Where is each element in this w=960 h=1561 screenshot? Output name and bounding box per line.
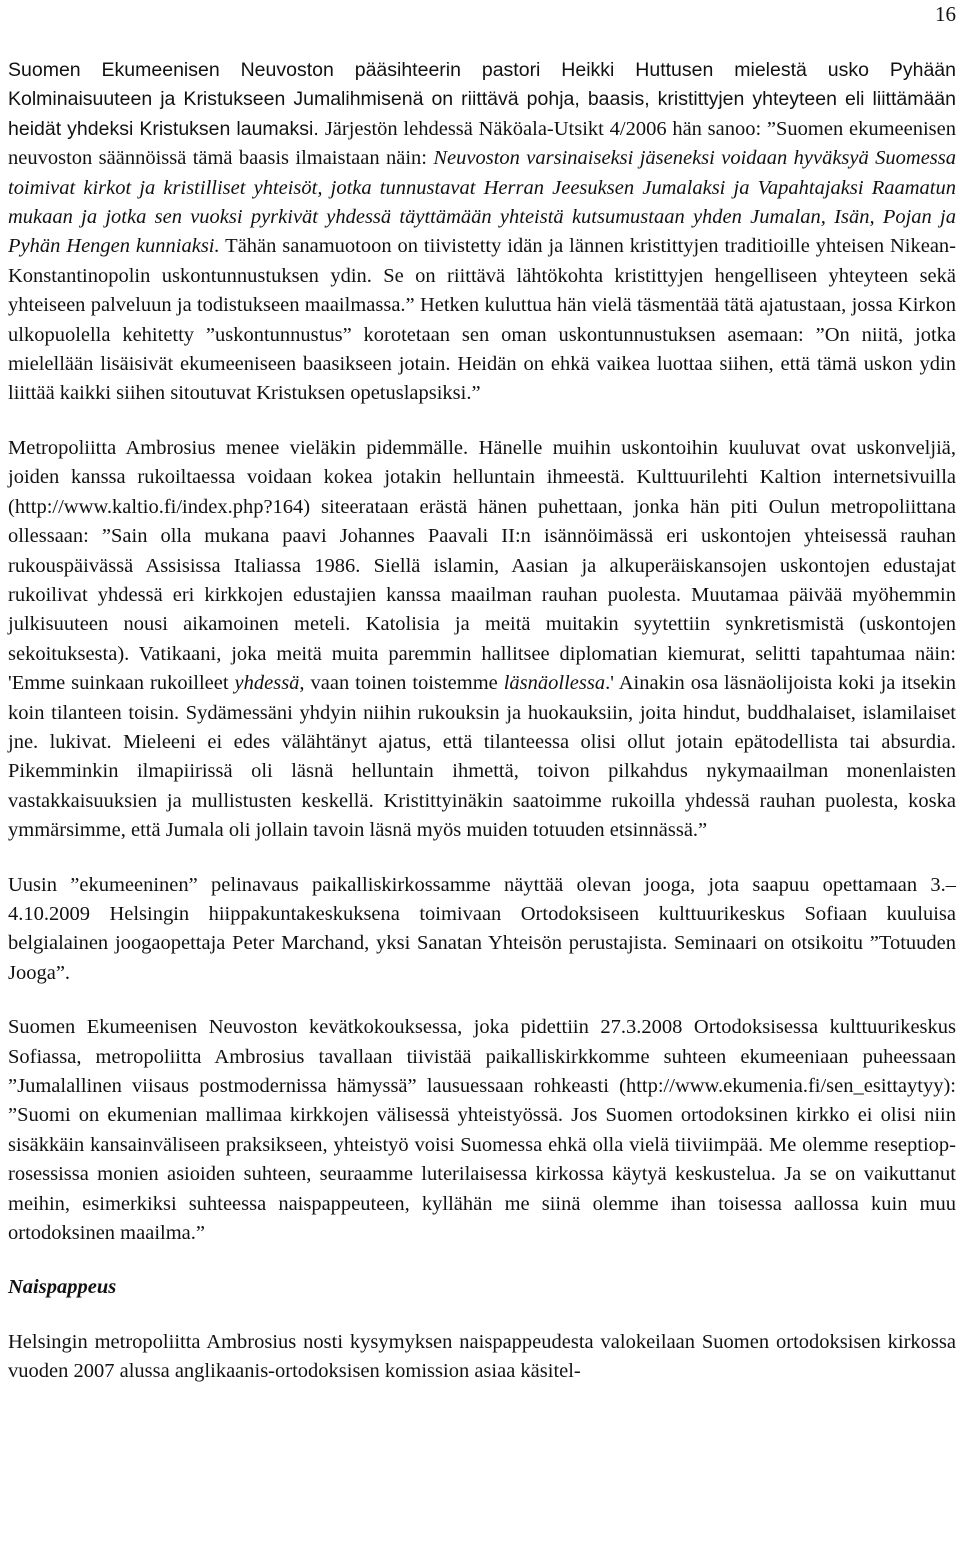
paragraph-5: Helsingin metropoliitta Ambrosius nosti kysymyksen naispappeudesta valokeilaan Suomen ortodoksisen kirkossa vuoden 2007 alussa anglikaanis-ortodoksisen komission asiaa käsitel- xyxy=(8,1330,956,1383)
paragraph-1 xyxy=(8,56,956,409)
text-run: Suomen Ekumeenisen Neuvoston kevätkokouksessa, joka pidettiin 27.3.2008 Ortodoksisessa kulttuurikeskus Sofiassa, metropoliitta Ambrosius tavallaan tiivistää paikalliskirkkomme suhteen ekumeeniaan puheessaan ”Jumalallinen viisaus postmodernissa hämyssä” lausuessaan rohkeasti (http://www.ekumenia.fi/sen_esittaytyy): ”Suomi on ekumenian mallimaa kirkkojen välisessä yhteistyössä. Jos Suomen ortodoksinen kirkko ei olisi niin sisäkkäin kansainväliseen praksikseen, yhteistyö voisi Suomessa ehkä olla vielä tiiviimpää. Me olemme reseptioprosessissa monien asioiden suhteen, seuraamme luterilaisessa kirkossa käytyä keskustelua. Ja se on vaikuttanut meihin, esimerkiksi suhteessa naispappeuteen, kyllähän me siinä olemme ihan toisessa aallossa kuin muu ortodoksinen maailma.” xyxy=(8,1016,956,1245)
paragraph-3 xyxy=(8,871,956,989)
text-run: Uusin ”ekumeeninen” pelinavaus paikalliskirkossamme näyttää olevan jooga, jota saapuu opettamaan 3.–4.10.2009 Helsingin hiippakuntakeskuksena toimivaan Ortodoksiseen kulttuurikeskus Sofiaan kuuluisa belgialainen joogaopettaja Peter Marchand, yksi Sanatan Yhteisön perustajista. Seminaari on otsikoitu ”Totuuden Jooga”. xyxy=(8,873,956,984)
paragraph-2 xyxy=(8,434,956,846)
text-run: Järjestön lehdessä Näköala-Utsikt 4/2006 hän sanoo: ”Suomen ekumeenisen neuvoston säännöissä tämä baasis ilmaistaan näin: xyxy=(8,117,956,170)
document-body xyxy=(8,56,956,1387)
text-run: läsnäollessa xyxy=(503,672,606,695)
text-run: .' Ainakin osa läsnäolijoista koki ja itsekin koin tilanteen toisin. Sydämessäni yhdyin niihin rukouksin ja huokauksiin, joita hindut, buddhalaiset, islamilaiset jne. lukivat. Mieleeni ei edes välähtänyt ajatus, että tilanteessa olisi ollut jotain epätodellista tai absurdia. Pikemminkin ilmapiirissä oli läsnä helluntain ihmettä, toivon pilkahdus nykymaailman monenlaisten vastakkaisuuksien ja mullistusten keskellä. Kristittyinäkin saatoimme rukoilla yhdessä rauhan puolesta, koska ymmärsimme, että Jumala oli jollain tavoin läsnä myös muiden totuuden etsinnässä.” xyxy=(8,672,957,842)
text-run: Suomen Ekumeenisen Neuvoston pääsihteerin pastori Heikki Huttusen mielestä usko Pyhään Kolminaisuuteen ja Kristukseen Jumalihmisenä on riittävä pohja, baasis, kristittyjen yhteyteen eli liittämään heidät yhdeksi Kristuksen laumaksi. xyxy=(8,59,956,140)
text-run: , vaan toinen toistemme xyxy=(299,672,504,695)
text-run: Metropoliitta Ambrosius menee vieläkin pidemmälle. Hänelle muihin uskontoihin kuuluvat ovat uskonveljiä, joiden kanssa rukoiltaessa voidaan kokea jotakin helluntain ihmeestä. Kulttuurilehti Kaltion internetsivuilla (http://www.kaltio.fi/index.php?164) siteerataan erästä hänen puhettaan, jonka hän piti Oulun metropoliittana ollessaan: ”Sain olla mukana paavi Johannes Paavali II:n isännöimässä eri uskontojen yhteisessä rauhan rukouspäivässä Assisissa Italiassa 1986. Siellä islamin, Aasian ja alkuperäiskansojen uskontojen edustajat rukoilivat yhdessä eri kirkkojen edustajien kanssa maailman rauhan puolesta. Muutamaa päivää myöhemmin julkisuuteen nousi aikamoinen meteli. Katolisia ja meitä muitakin syytettiin synkretismistä (uskontojen sekoituksesta). Vatikaani, joka meitä muita paremmin hallitsee diplomatian kiemurat, selitti tapahtumaa näin: 'Emme suinkaan rukoilleet xyxy=(8,436,956,695)
section-heading: Naispappeus xyxy=(8,1276,117,1299)
text-run: Neuvoston varsinaiseksi jäseneksi voidaan hyväksyä Suomessa toimivat kirkot ja kristilliset yhteisöt, jotka tunnustavat Herran Jeesuksen Jumalaksi ja Vapahtajaksi Raamatun mukaan ja jotka sen vuoksi pyrkivät yhdessä täyttämään yhteistä kutsumustaan yhden Jumalan, Isän, Pojan ja Pyhän Hengen kunniaksi. xyxy=(8,147,956,258)
text-run: yhdessä xyxy=(234,672,300,695)
text-run: Tähän sanamuotoon on tiivistetty idän ja lännen kristittyjen traditioille yhteisen Nikean-Konstantinopolin uskontunnustuksen ydin. Se on riittävä lähtökohta kristittyjen hengelliseen yhteyteen sekä yhteiseen palveluun ja todistukseen maailmassa.” Hetken kuluttua hän vielä täsmentää tätä ajatustaan, jossa Kirkon ulkopuolella kehitetty ”uskontunnustus” korotetaan sen oman uskontunnustuksen asemaan: ”On niitä, jotka mielellään lisäisivät ekumeeniseen baasikseen jotain. Heidän on ehkä vaikea luottaa siihen, että tämä uskon ydin liittää kaikki siihen sitoutuvat Kristuksen opetuslapsiksi.” xyxy=(8,235,957,405)
paragraph-4 xyxy=(8,1013,956,1248)
page-number: 16 xyxy=(935,2,956,26)
